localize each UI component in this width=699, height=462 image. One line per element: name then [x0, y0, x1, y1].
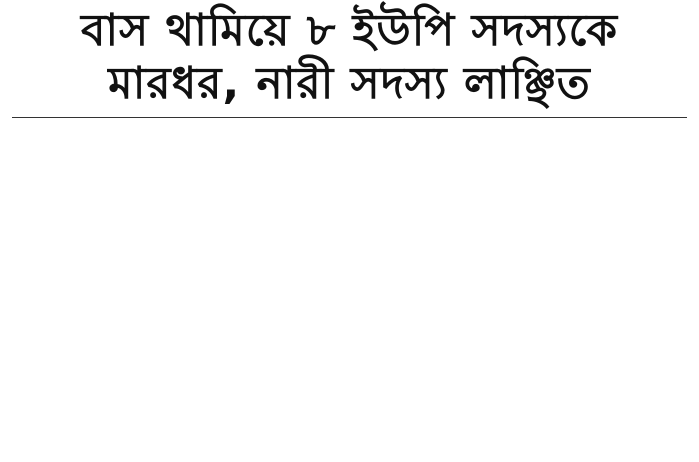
headline-line-1: বাস থামিয়ে ৮ ইউপি সদস্যকে	[80, 5, 619, 56]
headline-divider	[12, 117, 687, 118]
headline-line-2: মারধর, নারী সদস্য লাঞ্ছিত	[108, 57, 591, 109]
headline	[12, 6, 687, 109]
